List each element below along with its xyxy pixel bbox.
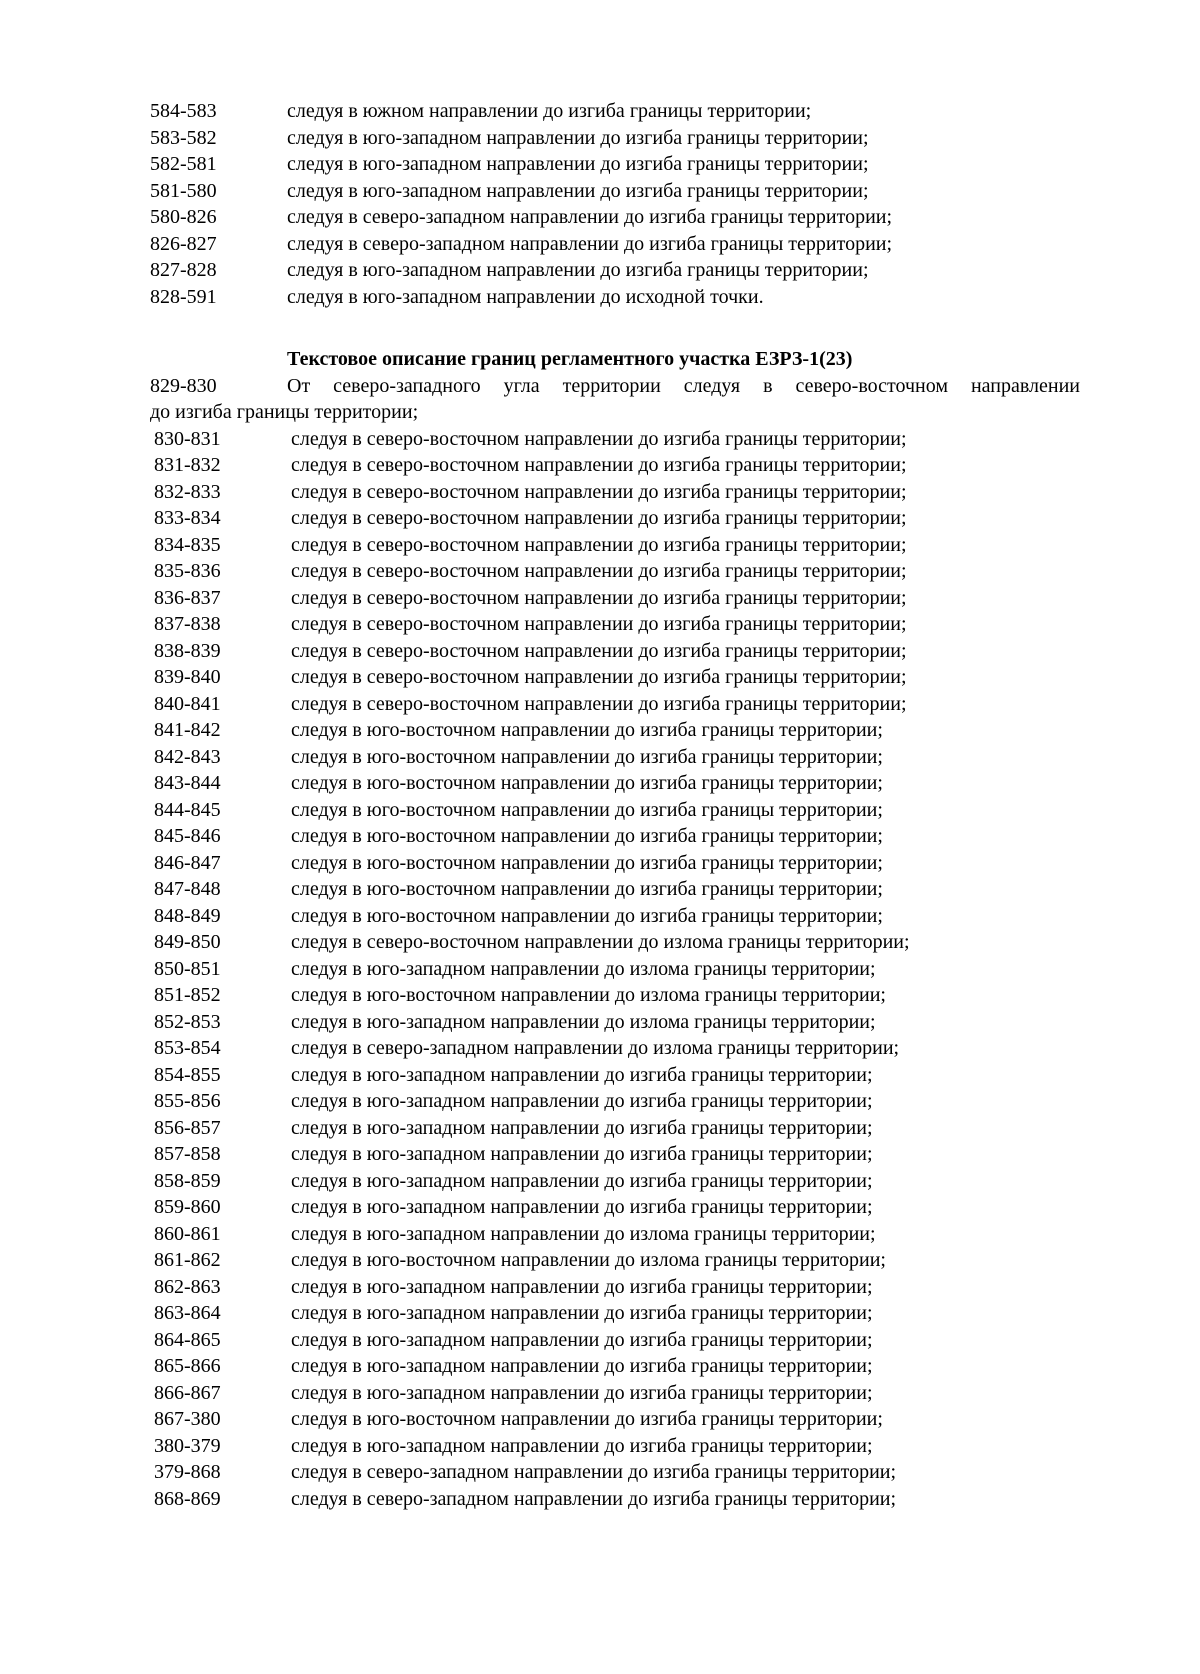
segment-description: следуя в северо-западном направлении до изгиба границы территории; bbox=[287, 206, 893, 228]
boundary-list-2 bbox=[150, 426, 1080, 1513]
segment-code: 865-866 bbox=[154, 1355, 221, 1377]
boundary-list-1 bbox=[150, 98, 1080, 310]
segment-code: 859-860 bbox=[154, 1196, 221, 1218]
segment-description: следуя в юго-западном направлении до изгиба границы территории; bbox=[287, 259, 869, 281]
boundary-row bbox=[150, 850, 1080, 877]
segment-code: 836-837 bbox=[154, 586, 221, 609]
segment-description: следуя в юго-восточном направлении до изгиба границы территории; bbox=[291, 719, 883, 741]
segment-code: 835-836 bbox=[154, 560, 221, 582]
segment-description: следуя в северо-западном направлении до изгиба границы территории; bbox=[291, 1461, 897, 1483]
boundary-row bbox=[150, 611, 1080, 638]
segment-code: 828-591 bbox=[150, 285, 217, 308]
segment-code: 867-380 bbox=[154, 1408, 221, 1430]
boundary-row bbox=[150, 770, 1080, 797]
segment-description: следуя в южном направлении до изгиба границы территории; bbox=[287, 100, 812, 122]
segment-code: 851-852 bbox=[154, 984, 221, 1006]
segment-code: 853-854 bbox=[154, 1037, 221, 1059]
segment-code: 868-869 bbox=[154, 1487, 221, 1510]
segment-code: 583-582 bbox=[150, 126, 217, 149]
segment-code: 855-856 bbox=[154, 1090, 221, 1112]
boundary-row bbox=[150, 1380, 1080, 1407]
segment-description: следуя в юго-восточном направлении до излома границы территории; bbox=[291, 1249, 886, 1271]
segment-description: следуя в северо-восточном направлении до изгиба границы территории; bbox=[291, 613, 907, 635]
segment-description: следуя в юго-восточном направлении до изгиба границы территории; bbox=[291, 745, 883, 768]
segment-code: 861-862 bbox=[154, 1249, 221, 1271]
boundary-row bbox=[150, 1459, 1080, 1486]
boundary-row bbox=[150, 558, 1080, 585]
segment-description: следуя в северо-восточном направлении до изгиба границы территории; bbox=[291, 480, 907, 503]
segment-code: 829-830 bbox=[150, 374, 217, 397]
boundary-row bbox=[150, 204, 1080, 231]
segment-code: 827-828 bbox=[150, 259, 217, 281]
segment-description: следуя в юго-восточном направлении до изгиба границы территории; bbox=[291, 825, 883, 847]
segment-description: следуя в северо-восточном направлении до изгиба границы территории; bbox=[291, 454, 907, 476]
segment-description: следуя в юго-западном направлении до изгиба границы территории; bbox=[291, 1381, 873, 1404]
boundary-row bbox=[150, 1009, 1080, 1036]
segment-description: следуя в юго-западном направлении до изгиба границы территории; bbox=[291, 1063, 873, 1086]
segment-code: 842-843 bbox=[154, 745, 221, 768]
segment-description: следуя в юго-западном направлении до изгиба границы территории; bbox=[287, 179, 869, 202]
segment-description: следуя в юго-западном направлении до изгиба границы территории; bbox=[291, 1116, 873, 1139]
section-heading: Текстовое описание границ регламентного участка ЕЗРЗ-1(23) bbox=[287, 348, 853, 370]
boundary-row bbox=[150, 638, 1080, 665]
boundary-row bbox=[150, 98, 1080, 125]
boundary-row bbox=[150, 426, 1080, 453]
boundary-row bbox=[150, 1088, 1080, 1115]
boundary-row bbox=[150, 231, 1080, 258]
boundary-row bbox=[150, 717, 1080, 744]
segment-description: следуя в юго-западном направлении до излома границы территории; bbox=[291, 957, 876, 980]
segment-code: 858-859 bbox=[154, 1169, 221, 1192]
segment-code: 580-826 bbox=[150, 206, 217, 228]
segment-code: 866-867 bbox=[154, 1381, 221, 1404]
boundary-row bbox=[150, 1115, 1080, 1142]
section-spacer bbox=[150, 310, 1080, 346]
boundary-row bbox=[150, 479, 1080, 506]
boundary-row bbox=[150, 178, 1080, 205]
segment-code: 844-845 bbox=[154, 798, 221, 821]
segment-code: 850-851 bbox=[154, 957, 221, 980]
segment-description: следуя в юго-западном направлении до излома границы территории; bbox=[291, 1010, 876, 1033]
segment-description: следуя в юго-западном направлении до излома границы территории; bbox=[291, 1222, 876, 1245]
segment-description: следуя в юго-восточном направлении до изгиба границы территории; bbox=[291, 878, 883, 900]
segment-description: следуя в юго-западном направлении до изгиба границы территории; bbox=[291, 1355, 873, 1377]
boundary-row bbox=[150, 505, 1080, 532]
boundary-row bbox=[150, 1247, 1080, 1274]
boundary-row bbox=[150, 1141, 1080, 1168]
boundary-row bbox=[150, 151, 1080, 178]
segment-description: следуя в северо-восточном направлении до изгиба границы территории; bbox=[291, 427, 907, 450]
segment-description: следуя в северо-восточном направлении до изгиба границы территории; bbox=[291, 692, 907, 715]
segment-code: 848-849 bbox=[154, 904, 221, 927]
boundary-row bbox=[150, 876, 1080, 903]
boundary-row bbox=[150, 956, 1080, 983]
segment-code: 841-842 bbox=[154, 719, 221, 741]
intro-row bbox=[150, 373, 1080, 400]
segment-description: следуя в юго-восточном направлении до изгиба границы территории; bbox=[291, 904, 883, 927]
segment-description: следуя в юго-восточном направлении до изгиба границы территории; bbox=[291, 798, 883, 821]
segment-description: следуя в северо-восточном направлении до изгиба границы территории; bbox=[291, 639, 907, 662]
boundary-row bbox=[150, 823, 1080, 850]
segment-code: 582-581 bbox=[150, 153, 217, 175]
segment-code: 846-847 bbox=[154, 851, 221, 874]
segment-code: 856-857 bbox=[154, 1116, 221, 1139]
segment-description: следуя в юго-восточном направлении до излома границы территории; bbox=[291, 984, 886, 1006]
segment-code: 581-580 bbox=[150, 179, 217, 202]
segment-code: 838-839 bbox=[154, 639, 221, 662]
segment-description: следуя в юго-западном направлении до изгиба границы территории; bbox=[291, 1328, 873, 1351]
segment-description: следуя в юго-западном направлении до изгиба границы территории; bbox=[291, 1302, 873, 1324]
segment-code: 862-863 bbox=[154, 1275, 221, 1298]
boundary-row bbox=[150, 744, 1080, 771]
boundary-row bbox=[150, 1300, 1080, 1327]
boundary-row bbox=[150, 257, 1080, 284]
segment-description: следуя в юго-западном направлении до изгиба границы территории; bbox=[291, 1143, 873, 1165]
boundary-row bbox=[150, 1168, 1080, 1195]
segment-code: 849-850 bbox=[154, 931, 221, 953]
boundary-row bbox=[150, 1274, 1080, 1301]
boundary-row bbox=[150, 125, 1080, 152]
segment-code: 839-840 bbox=[154, 666, 221, 688]
boundary-row bbox=[150, 1406, 1080, 1433]
segment-code: 860-861 bbox=[154, 1222, 221, 1245]
boundary-row bbox=[150, 1486, 1080, 1513]
segment-description: следуя в юго-западном направлении до изгиба границы территории; bbox=[287, 153, 869, 175]
segment-code: 833-834 bbox=[154, 507, 221, 529]
boundary-row bbox=[150, 1327, 1080, 1354]
boundary-row bbox=[150, 585, 1080, 612]
boundary-row bbox=[150, 664, 1080, 691]
segment-code: 847-848 bbox=[154, 878, 221, 900]
boundary-row bbox=[150, 797, 1080, 824]
segment-code: 834-835 bbox=[154, 533, 221, 556]
segment-code: 845-846 bbox=[154, 825, 221, 847]
segment-description: следуя в юго-восточном направлении до изгиба границы территории; bbox=[291, 1408, 883, 1430]
segment-description: следуя в северо-восточном направлении до изгиба границы территории; bbox=[291, 533, 907, 556]
segment-description: следуя в юго-западном направлении до изгиба границы территории; bbox=[291, 1169, 873, 1192]
segment-description: следуя в северо-западном направлении до излома границы территории; bbox=[291, 1037, 900, 1059]
boundary-row bbox=[150, 532, 1080, 559]
segment-description: следуя в юго-восточном направлении до изгиба границы территории; bbox=[291, 851, 883, 874]
boundary-row bbox=[150, 929, 1080, 956]
boundary-row bbox=[150, 1353, 1080, 1380]
segment-description: следуя в юго-восточном направлении до изгиба границы территории; bbox=[291, 772, 883, 794]
segment-code: 863-864 bbox=[154, 1302, 221, 1324]
boundary-row bbox=[150, 982, 1080, 1009]
segment-description: следуя в северо-западном направлении до изгиба границы территории; bbox=[287, 232, 893, 255]
document-body bbox=[150, 98, 1080, 1512]
boundary-row bbox=[150, 1035, 1080, 1062]
segment-code: 380-379 bbox=[154, 1434, 221, 1457]
segment-code: 857-858 bbox=[154, 1143, 221, 1165]
boundary-row bbox=[150, 1221, 1080, 1248]
segment-code: 831-832 bbox=[154, 454, 221, 476]
segment-description: следуя в северо-восточном направлении до излома границы территории; bbox=[291, 931, 910, 953]
intro-continuation: до изгиба границы территории; bbox=[150, 401, 419, 423]
segment-code: 832-833 bbox=[154, 480, 221, 503]
segment-description: следуя в юго-западном направлении до изгиба границы территории; bbox=[291, 1090, 873, 1112]
segment-description: следуя в юго-западном направлении до изгиба границы территории; bbox=[291, 1275, 873, 1298]
segment-description: следуя в юго-западном направлении до изгиба границы территории; bbox=[291, 1434, 873, 1457]
boundary-row bbox=[150, 1194, 1080, 1221]
segment-description: следуя в юго-западном направлении до изгиба границы территории; bbox=[287, 126, 869, 149]
segment-code: 584-583 bbox=[150, 100, 217, 122]
segment-code: 837-838 bbox=[154, 613, 221, 635]
segment-description: следуя в северо-восточном направлении до изгиба границы территории; bbox=[291, 507, 907, 529]
boundary-row bbox=[150, 691, 1080, 718]
segment-code: 830-831 bbox=[154, 427, 221, 450]
segment-description: следуя в северо-восточном направлении до изгиба границы территории; bbox=[291, 666, 907, 688]
segment-description: следуя в северо-западном направлении до изгиба границы территории; bbox=[291, 1487, 897, 1510]
segment-description: следуя в юго-западном направлении до изгиба границы территории; bbox=[291, 1196, 873, 1218]
segment-code: 379-868 bbox=[154, 1461, 221, 1483]
segment-description: следуя в северо-восточном направлении до изгиба границы территории; bbox=[291, 586, 907, 609]
segment-description: От северо-западного угла территории следуя в северо-восточном направлении bbox=[287, 374, 1080, 397]
boundary-row bbox=[150, 284, 1080, 311]
segment-code: 854-855 bbox=[154, 1063, 221, 1086]
boundary-row bbox=[150, 452, 1080, 479]
segment-code: 852-853 bbox=[154, 1010, 221, 1033]
segment-code: 864-865 bbox=[154, 1328, 221, 1351]
boundary-row bbox=[150, 1062, 1080, 1089]
segment-description: следуя в юго-западном направлении до исходной точки. bbox=[287, 285, 764, 308]
segment-description: следуя в северо-восточном направлении до изгиба границы территории; bbox=[291, 560, 907, 582]
boundary-row bbox=[150, 1433, 1080, 1460]
boundary-row bbox=[150, 903, 1080, 930]
segment-code: 826-827 bbox=[150, 232, 217, 255]
segment-code: 843-844 bbox=[154, 772, 221, 794]
segment-code: 840-841 bbox=[154, 692, 221, 715]
